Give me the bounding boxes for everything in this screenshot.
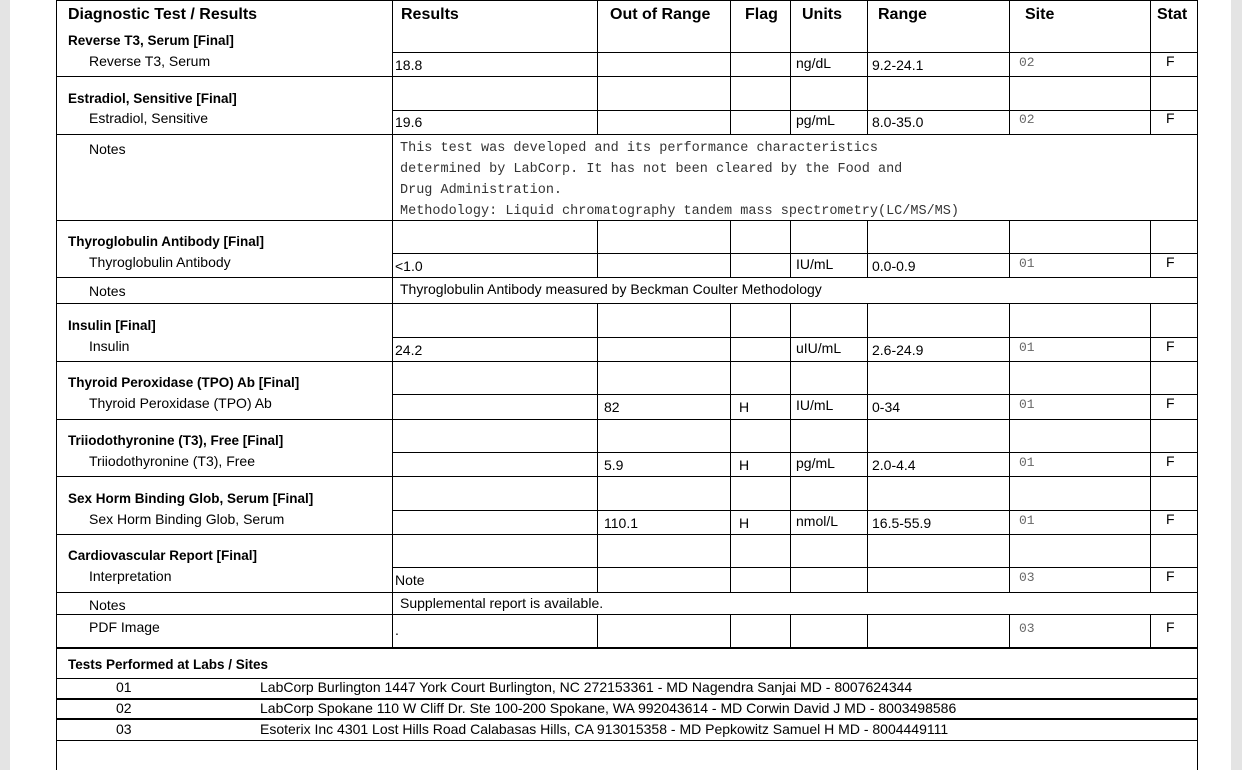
site-code: 01 (1019, 455, 1035, 470)
header-out-of-range: Out of Range (610, 6, 711, 23)
notes-text: Methodology: Liquid chromatography tandem mass spectrometry(LC/MS/MS) (400, 204, 959, 219)
header-flag: Flag (745, 6, 778, 23)
header-site: Site (1025, 6, 1055, 23)
column-divider (597, 76, 598, 134)
status-value: F (1166, 110, 1175, 126)
units-value: pg/mL (796, 455, 835, 471)
test-group-title: Estradiol, Sensitive [Final] (68, 91, 237, 106)
notes-divider (56, 592, 1197, 593)
test-group-title: Triiodothyronine (T3), Free [Final] (68, 433, 284, 448)
reference-range: 0-34 (872, 399, 901, 415)
notes-text: determined by LabCorp. It has not been cleared by the Food and (400, 162, 903, 177)
group-bottom-divider (56, 303, 1197, 304)
group-bottom-divider (56, 534, 1197, 535)
reference-range: 2.0-4.4 (872, 457, 916, 473)
column-divider (1009, 419, 1010, 476)
flag-value: H (739, 515, 750, 531)
test-name: Thyroid Peroxidase (TPO) Ab (89, 395, 272, 411)
labs-row-divider (56, 740, 1197, 741)
column-divider (597, 220, 598, 277)
column-divider (790, 303, 791, 361)
column-divider (1150, 76, 1151, 134)
column-divider (790, 361, 791, 419)
group-bottom-divider (56, 419, 1197, 420)
column-divider (1150, 534, 1151, 592)
notes-text: Supplemental report is available. (400, 595, 604, 611)
site-code: 01 (1019, 513, 1035, 528)
column-divider (1009, 220, 1010, 277)
site-code: 03 (1019, 621, 1035, 636)
status-value: F (1166, 395, 1175, 411)
column-divider (790, 419, 791, 476)
column-divider (790, 76, 791, 134)
flag-value: H (739, 457, 750, 473)
labs-title: Tests Performed at Labs / Sites (68, 657, 269, 672)
reference-range: 9.2-24.1 (872, 57, 924, 73)
notes-text: Drug Administration. (400, 183, 563, 198)
column-divider (597, 361, 598, 419)
column-divider (392, 614, 393, 647)
reference-range: 2.6-24.9 (872, 342, 924, 358)
units-value: uIU/mL (796, 340, 842, 356)
result-value: 24.2 (395, 342, 423, 358)
column-divider (867, 76, 868, 134)
column-divider (867, 361, 868, 419)
test-group-title: Sex Horm Binding Glob, Serum [Final] (68, 491, 314, 506)
test-name: Sex Horm Binding Glob, Serum (89, 511, 285, 527)
reference-range: 16.5-55.9 (872, 515, 932, 531)
column-divider (867, 476, 868, 534)
column-divider (730, 614, 731, 647)
column-divider (730, 361, 731, 419)
flag-value: H (739, 399, 750, 415)
test-name: Insulin (89, 338, 130, 354)
group-row-divider (392, 452, 1197, 453)
column-divider (1009, 76, 1010, 134)
column-divider (730, 534, 731, 592)
column-divider (1150, 476, 1151, 534)
group-row-divider (392, 394, 1197, 395)
table-right-border (1197, 0, 1198, 770)
column-divider (392, 361, 393, 419)
column-divider (597, 614, 598, 647)
reference-range: 0.0-0.9 (872, 258, 916, 274)
site-code: 01 (1019, 256, 1035, 271)
column-divider (790, 534, 791, 592)
group-row-divider (392, 253, 1197, 254)
column-divider (867, 0, 868, 76)
out-of-range-value: 82 (604, 399, 620, 415)
column-divider (1009, 614, 1010, 647)
column-divider (790, 220, 791, 277)
status-value: F (1166, 453, 1175, 469)
column-divider (1150, 614, 1151, 647)
column-divider (1150, 303, 1151, 361)
site-code: 02 (1019, 112, 1035, 127)
column-divider (1150, 220, 1151, 277)
column-divider (392, 303, 393, 361)
column-divider (1009, 476, 1010, 534)
lab-site-details: Esoterix Inc 4301 Lost Hills Road Calabasas Hills, CA 913015358 - MD Pepkowitz Samuel H MD - 8004449111 (260, 721, 949, 737)
site-code: 01 (1019, 397, 1035, 412)
status-value: F (1166, 53, 1175, 69)
status-value: F (1166, 511, 1175, 527)
column-divider (1009, 361, 1010, 419)
column-divider (867, 303, 868, 361)
units-value: IU/mL (796, 397, 834, 413)
column-divider (730, 76, 731, 134)
test-name: Estradiol, Sensitive (89, 110, 209, 126)
notes-label: Notes (89, 141, 126, 157)
notes-text: This test was developed and its performance characteristics (400, 141, 878, 156)
column-divider (1009, 534, 1010, 592)
header-units: Units (802, 6, 842, 23)
column-divider (597, 419, 598, 476)
units-value: pg/mL (796, 112, 835, 128)
result-value: 18.8 (395, 57, 423, 73)
column-divider (867, 419, 868, 476)
column-divider (1150, 361, 1151, 419)
column-divider (597, 303, 598, 361)
site-code: 03 (1019, 570, 1035, 585)
lab-site-code: 02 (116, 700, 132, 716)
test-name: Triiodothyronine (T3), Free (89, 453, 255, 469)
column-divider (392, 419, 393, 476)
table-top-edge (56, 0, 1197, 1)
column-divider (730, 303, 731, 361)
units-value: ng/dL (796, 55, 832, 71)
result-value: 19.6 (395, 114, 423, 130)
test-group-title: Insulin [Final] (68, 318, 156, 333)
notes-divider (56, 277, 1197, 278)
header-results: Results (401, 6, 459, 23)
column-divider (730, 0, 731, 76)
table-left-border (56, 0, 57, 770)
header-range: Range (878, 6, 927, 23)
column-divider (790, 476, 791, 534)
column-divider (790, 0, 791, 76)
lab-site-details: LabCorp Burlington 1447 York Court Burlington, NC 272153361 - MD Nagendra Sanjai MD - 8007624344 (260, 679, 913, 695)
units-value: nmol/L (796, 513, 839, 529)
column-divider (730, 220, 731, 277)
column-divider (597, 534, 598, 592)
group-row-divider (392, 510, 1197, 511)
group-row-divider (392, 52, 1197, 53)
column-divider (1009, 0, 1010, 76)
test-name: Thyroglobulin Antibody (89, 254, 231, 270)
units-value: IU/mL (796, 256, 834, 272)
labs-row-divider (56, 719, 1197, 720)
notes-label: Notes (89, 597, 126, 613)
out-of-range-value: 5.9 (604, 457, 624, 473)
result-value: Note (395, 572, 425, 588)
site-code: 02 (1019, 55, 1035, 70)
test-group-title: Thyroid Peroxidase (TPO) Ab [Final] (68, 375, 300, 390)
column-divider (392, 220, 393, 277)
group-bottom-divider (56, 220, 1197, 221)
test-group-title: Thyroglobulin Antibody [Final] (68, 234, 264, 249)
notes-column-divider (392, 134, 393, 220)
test-name: Reverse T3, Serum (89, 53, 211, 69)
group-row-divider (392, 337, 1197, 338)
status-value: F (1166, 619, 1175, 635)
notes-label: Notes (89, 283, 126, 299)
table-bottom-divider (56, 648, 1197, 649)
column-divider (790, 614, 791, 647)
column-divider (867, 534, 868, 592)
test-group-title: Cardiovascular Report [Final] (68, 548, 258, 563)
lab-site-details: LabCorp Spokane 110 W Cliff Dr. Ste 100-200 Spokane, WA 992043614 - MD Corwin David J MD - 8003498586 (260, 700, 957, 716)
result-value: <1.0 (395, 258, 423, 274)
column-divider (730, 476, 731, 534)
column-divider (392, 476, 393, 534)
result-value: . (395, 622, 399, 638)
status-value: F (1166, 338, 1175, 354)
notes-divider (56, 134, 1197, 135)
header-stat: Stat (1157, 6, 1188, 23)
group-row-divider (392, 110, 1197, 111)
column-divider (867, 614, 868, 647)
group-bottom-divider (56, 476, 1197, 477)
column-divider (730, 419, 731, 476)
column-divider (597, 0, 598, 76)
out-of-range-value: 110.1 (604, 515, 638, 531)
site-code: 01 (1019, 340, 1035, 355)
notes-column-divider (392, 592, 393, 614)
lab-site-code: 01 (116, 679, 132, 695)
column-divider (392, 0, 393, 76)
column-divider (392, 534, 393, 592)
test-name: PDF Image (89, 619, 160, 635)
column-divider (1150, 419, 1151, 476)
column-divider (1150, 0, 1151, 76)
group-bottom-divider (56, 76, 1197, 77)
status-value: F (1166, 568, 1175, 584)
column-divider (1009, 303, 1010, 361)
notes-text: Thyroglobulin Antibody measured by Beckman Coulter Methodology (400, 281, 822, 297)
test-name: Interpretation (89, 568, 172, 584)
notes-column-divider (392, 277, 393, 303)
group-row-divider (392, 567, 1197, 568)
extra-row-divider (56, 614, 1197, 615)
reference-range: 8.0-35.0 (872, 114, 924, 130)
column-divider (392, 76, 393, 134)
test-group-title: Reverse T3, Serum [Final] (68, 33, 234, 48)
group-bottom-divider (56, 361, 1197, 362)
header-test: Diagnostic Test / Results (68, 6, 258, 23)
column-divider (867, 220, 868, 277)
column-divider (597, 476, 598, 534)
status-value: F (1166, 254, 1175, 270)
lab-site-code: 03 (116, 721, 132, 737)
